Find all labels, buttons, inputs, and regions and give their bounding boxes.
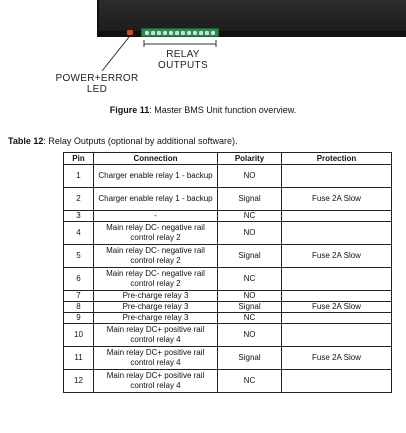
table-caption xyxy=(8,136,237,146)
led-leader-line xyxy=(102,37,129,71)
table-row xyxy=(64,222,392,245)
cell-polarity: NO xyxy=(218,222,282,245)
cell-polarity: Signal xyxy=(218,302,282,313)
cell-protection: Fuse 2A Slow xyxy=(282,188,392,211)
cell-protection: Fuse 2A Slow xyxy=(282,245,392,268)
cell-pin: 6 xyxy=(64,268,94,291)
cell-protection xyxy=(282,291,392,302)
cell-connection: Main relay DC- negative rail control relay 2 xyxy=(94,268,218,291)
cell-protection xyxy=(282,222,392,245)
cell-polarity: NO xyxy=(218,324,282,347)
figure-caption xyxy=(0,105,406,115)
table-row xyxy=(64,268,392,291)
table-row xyxy=(64,165,392,188)
header-connection: Connection xyxy=(94,153,218,165)
cell-protection xyxy=(282,370,392,393)
table-body xyxy=(64,165,392,393)
table-row xyxy=(64,370,392,393)
cell-protection: Fuse 2A Slow xyxy=(282,347,392,370)
cell-protection xyxy=(282,324,392,347)
table-row xyxy=(64,324,392,347)
cell-polarity: Signal xyxy=(218,347,282,370)
table-caption-text: : Relay Outputs (optional by additional software). xyxy=(43,136,238,146)
cell-polarity: Signal xyxy=(218,188,282,211)
cell-polarity: NC xyxy=(218,313,282,324)
cell-pin: 8 xyxy=(64,302,94,313)
cell-polarity: NC xyxy=(218,370,282,393)
cell-connection: Main relay DC- negative rail control relay 2 xyxy=(94,245,218,268)
cell-connection: Main relay DC- negative rail control relay 2 xyxy=(94,222,218,245)
cell-pin: 1 xyxy=(64,165,94,188)
table-header-row xyxy=(64,153,392,165)
table-row xyxy=(64,347,392,370)
power-error-led-label xyxy=(54,73,140,95)
cell-pin: 7 xyxy=(64,291,94,302)
cell-connection: Main relay DC+ positive rail control relay 4 xyxy=(94,347,218,370)
cell-protection xyxy=(282,268,392,291)
power-label-line1: POWER+ERROR xyxy=(55,73,139,84)
cell-connection: Pre-charge relay 3 xyxy=(94,291,218,302)
table-caption-prefix: Table 12 xyxy=(8,136,44,146)
cell-connection: Pre-charge relay 3 xyxy=(94,313,218,324)
relay-outputs-label xyxy=(140,49,226,71)
figure-caption-text: : Master BMS Unit function overview. xyxy=(149,105,297,115)
cell-polarity: NC xyxy=(218,268,282,291)
table-row xyxy=(64,245,392,268)
cell-connection: Charger enable relay 1 - backup xyxy=(94,188,218,211)
figure-caption-prefix: Figure 11 xyxy=(109,105,150,115)
relay-outputs-table xyxy=(63,152,392,393)
header-protection: Protection xyxy=(282,153,392,165)
header-pin: Pin xyxy=(64,153,94,165)
header-polarity: Polarity xyxy=(218,153,282,165)
cell-protection xyxy=(282,211,392,222)
cell-connection: Charger enable relay 1 - backup xyxy=(94,165,218,188)
cell-polarity: NO xyxy=(218,165,282,188)
relay-label-line2: OUTPUTS xyxy=(158,60,208,71)
cell-connection: Main relay DC+ positive rail control relay 4 xyxy=(94,370,218,393)
table-row xyxy=(64,313,392,324)
cell-pin: 12 xyxy=(64,370,94,393)
cell-pin: 9 xyxy=(64,313,94,324)
cell-polarity: NC xyxy=(218,211,282,222)
cell-polarity: NO xyxy=(218,291,282,302)
table-row xyxy=(64,302,392,313)
table-row xyxy=(64,291,392,302)
cell-polarity: Signal xyxy=(218,245,282,268)
cell-protection: Fuse 2A Slow xyxy=(282,302,392,313)
cell-pin: 5 xyxy=(64,245,94,268)
power-label-line2: LED xyxy=(86,84,108,95)
cell-connection: Pre-charge relay 3 xyxy=(94,302,218,313)
cell-connection: Main relay DC+ positive rail control relay 4 xyxy=(94,324,218,347)
table-row xyxy=(64,188,392,211)
cell-pin: 2 xyxy=(64,188,94,211)
table-row xyxy=(64,211,392,222)
cell-pin: 4 xyxy=(64,222,94,245)
cell-connection: - xyxy=(94,211,218,222)
cell-pin: 3 xyxy=(64,211,94,222)
cell-pin: 10 xyxy=(64,324,94,347)
cell-protection xyxy=(282,313,392,324)
cell-protection xyxy=(282,165,392,188)
relay-label-line1: RELAY xyxy=(166,49,200,60)
cell-pin: 11 xyxy=(64,347,94,370)
